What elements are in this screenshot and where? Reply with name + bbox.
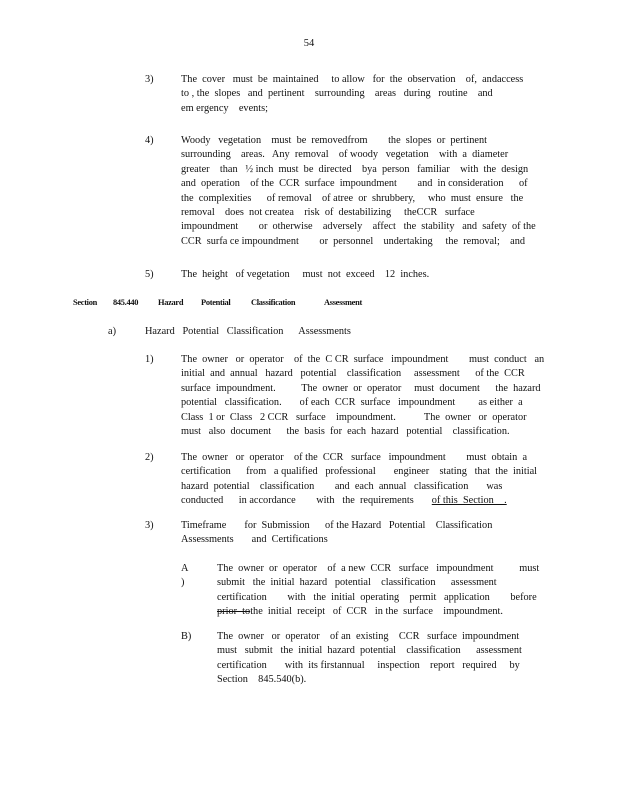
inserted-text: of this Section . — [431, 495, 507, 507]
text-line: Assessments and Certifications — [181, 534, 328, 546]
text-line: certification from a qualified professional engineer stating that the initial — [181, 466, 537, 478]
section-title-word: Assessment — [324, 298, 362, 307]
line-text: conducted in accordance with the requirements — [181, 495, 432, 507]
text-line: The owner or operator of the C CR surface impoundment must conduct an — [181, 354, 545, 365]
section-title-word: Hazard — [158, 298, 184, 307]
text-line: The owner or operator of the CCR surface impoundment must obtain a — [181, 452, 528, 463]
item-text — [181, 268, 429, 282]
text-line: Woody vegetation must be removedfrom the slopes or pertinent — [181, 135, 488, 146]
text-line: removal does not createa risk of destabilizing theCCR surface — [181, 207, 475, 219]
item-number: 4) — [145, 135, 154, 146]
line-text: the initial receipt of CCR in the surface impoundment. — [250, 606, 503, 618]
text-line: certification with the initial operating permit application before — [217, 591, 537, 603]
text-line: potential classification. of each CCR surface impoundment as either a — [181, 397, 523, 409]
text-line: must submit the initial hazard potential classification assessment — [217, 645, 522, 657]
item-text — [181, 451, 537, 509]
text-line: surrounding areas. Any removal of woody vegetation with a diameter — [181, 149, 509, 161]
text-line: The height of vegetation must not exceed 12 inches. — [181, 269, 430, 280]
section-title-word: Classification — [251, 298, 296, 307]
section-number: 845.440 — [113, 298, 139, 307]
text-line: initial and annual hazard potential classification assessment of the CCR — [181, 368, 525, 380]
item-text — [181, 134, 536, 249]
text-line: hazard potential classification and each annual classification was — [181, 480, 503, 492]
subsection-title: Hazard Potential Classification Assessments — [145, 326, 351, 337]
item-number: A ) — [181, 563, 188, 589]
item-number: 5) — [145, 269, 154, 280]
item-text — [217, 562, 539, 620]
text-line: impoundment or otherwise adversely affect the stability and safety of the — [181, 221, 536, 233]
item-number: 3) — [145, 520, 154, 531]
item-number: B) — [181, 631, 192, 642]
item-text — [181, 353, 544, 439]
text-line: Timeframe for Submission of the Hazard Potential Classification — [181, 520, 493, 531]
text-line: submit the initial hazard potential classification assessment — [217, 577, 497, 589]
deleted-text: prior to — [217, 606, 251, 618]
text-line: certification with its firstannual inspection report required by — [217, 659, 520, 671]
item-text — [181, 519, 492, 548]
text-line: Class 1 or Class 2 CCR surface impoundment. The owner or operator — [181, 411, 527, 423]
subsection-label: a) — [108, 326, 116, 337]
text-line: The owner or operator of an existing CCR surface impoundment — [217, 631, 520, 642]
item-number: 1) — [145, 354, 154, 365]
text-line: The owner or operator of a new CCR surface impoundment must — [217, 563, 540, 574]
page-number: 54 — [303, 38, 315, 49]
text-line: and operation of the CCR surface impoundment and in consideration of — [181, 178, 528, 190]
text-line: greater than ½ inch must be directed bya person familiar with the design — [181, 163, 529, 175]
item-number: 3) — [145, 74, 154, 85]
item-number: 2) — [145, 452, 154, 463]
section-label: Section — [73, 298, 97, 307]
text-line: must also document the basis for each hazard potential classification. — [181, 426, 510, 438]
section-title-word: Potential — [201, 298, 231, 307]
item-text — [181, 73, 523, 116]
text-line — [181, 494, 537, 508]
text-line: Section 845.540(b). — [217, 674, 307, 686]
text-line: em ergency events; — [181, 102, 269, 114]
text-line: the complexities of removal of atree or shrubbery, who must ensure the — [181, 192, 524, 204]
text-line: surface impoundment. The owner or operator must document the hazard — [181, 382, 541, 394]
text-line — [217, 605, 539, 619]
item-text — [217, 630, 522, 688]
text-line: to , the slopes and pertinent surrounding areas during routine and — [181, 88, 493, 100]
text-line: CCR surfa ce impoundment or personnel undertaking the removal; and — [181, 235, 526, 247]
text-line: The cover must be maintained to allow for the observation of, andaccess — [181, 74, 524, 85]
